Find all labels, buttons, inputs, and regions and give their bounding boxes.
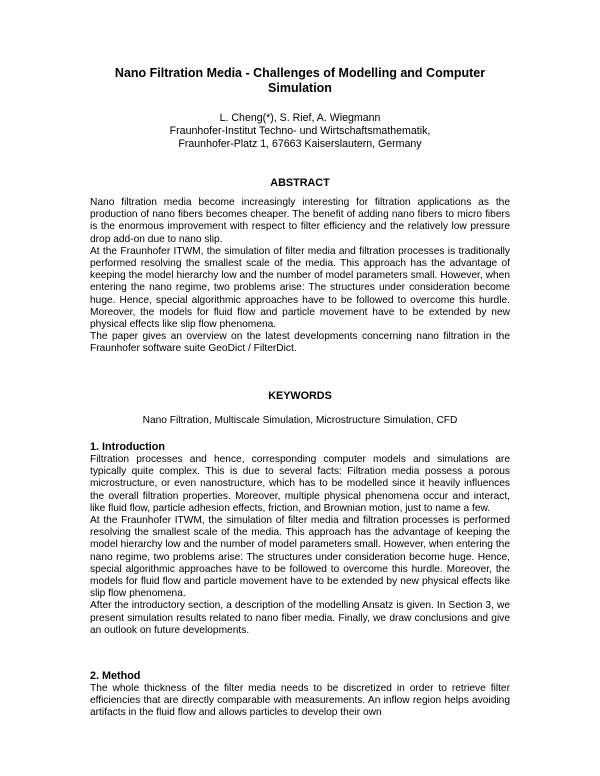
author-affiliation: Fraunhofer-Institut Techno- und Wirtschaftsmathematik, xyxy=(169,125,431,137)
introduction-body xyxy=(90,454,510,637)
introduction-paragraph: After the introductory section, a description of the modelling Ansatz is given. In Section 3, we present simulation results related to nano fiber media. Finally, we draw conclusions and give an outlook on future developments. xyxy=(90,600,510,636)
keywords-heading: KEYWORDS xyxy=(268,390,332,402)
keywords-text: Nano Filtration, Multiscale Simulation, Microstructure Simulation, CFD xyxy=(142,415,458,426)
introduction-paragraph: At the Fraunhofer ITWM, the simulation of filter media and filtration processes is performed resolving the smallest scale of the media. This approach has the advantage of keeping the model hierarchy low and the number of model parameters small. However, when entering the nano regime, two problems arise: The structures under consideration become huge. Hence, special algorithmic approaches have to be followed to overcome this hurdle. Moreover, the models for fluid flow and particle movement have to be extended by new physical effects like slip flow phenomena. xyxy=(90,515,510,600)
abstract-paragraph: Nano filtration media become increasingly interesting for filtration applications as the production of nano fibers becomes cheaper. The benefit of adding nano fibers to micro fibers is the enormous improvement with respect to filter efficiency and the relatively low pressure drop add-on due to nano slip. xyxy=(90,197,510,245)
method-heading: 2. Method xyxy=(90,670,141,682)
abstract-paragraph: At the Fraunhofer ITWM, the simulation of filter media and filtration processes is traditionally performed resolving the smallest scale of the media. This approach has the advantage of keeping the model hierarchy low and the number of model parameters small. However, when entering the nano regime, two problems arise: The structures under consideration become huge. Hence, special algorithmic approaches have to be followed to overcome this hurdle. Moreover, the models for fluid flow and particle movement have to be extended by new physical effects like slip flow phenomena. xyxy=(90,245,510,331)
author-address: Fraunhofer-Platz 1, 67663 Kaiserslautern, Germany xyxy=(178,138,422,150)
introduction-paragraph: Filtration processes and hence, corresponding computer models and simulations are typically quite complex. This is due to several facts: Filtration media possess a porous microstructure, or even nanostructure, which has to be modelled since it heavily influences the overall filtration properties. Moreover, multiple physical phenomena occur and interact, like fluid flow, particle adhesion effects, friction, and Brownian motion, just to name a few. xyxy=(90,454,510,514)
introduction-heading: 1. Introduction xyxy=(90,441,165,453)
method-body xyxy=(90,683,510,720)
method-paragraph: The whole thickness of the filter media needs to be discretized in order to retrieve filter efficiencies that are directly comparable with measurements. An inflow region helps avoiding artifacts in the fluid flow and allows particles to develop their own xyxy=(90,683,510,719)
author-block xyxy=(90,112,510,151)
abstract-body xyxy=(90,197,510,356)
abstract-heading: ABSTRACT xyxy=(270,177,330,189)
author-names: L. Cheng(*), S. Rief, A. Wiegmann xyxy=(219,112,381,124)
paper-title: Nano Filtration Media - Challenges of Modelling and Computer Simulation xyxy=(114,66,486,95)
abstract-paragraph: The paper gives an overview on the latest developments concerning nano filtration in the Fraunhofer software suite GeoDict / FilterDict. xyxy=(90,331,510,355)
